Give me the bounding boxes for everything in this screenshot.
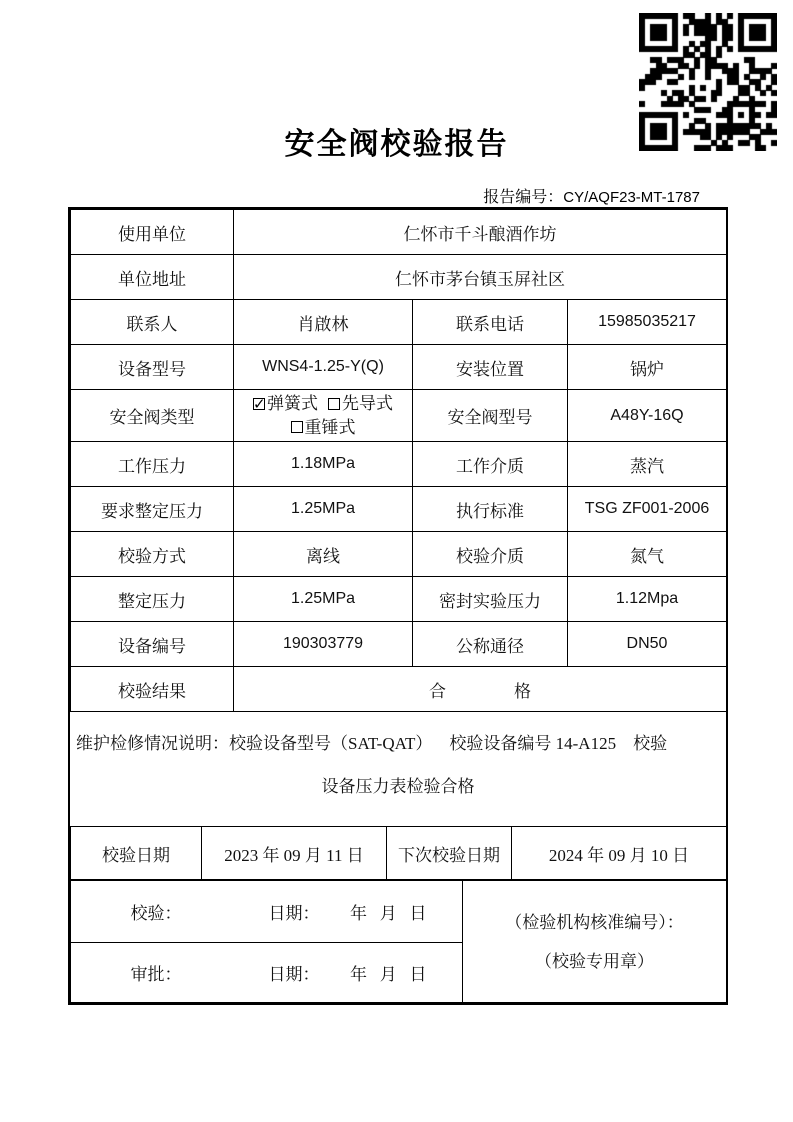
field-label: 设备编号 xyxy=(71,622,234,667)
field-value: 蒸汽 xyxy=(568,442,727,487)
field-value: WNS4-1.25-Y(Q) xyxy=(234,345,413,390)
checkbox-unchecked-icon xyxy=(291,421,303,433)
verify-date-label: 日期： xyxy=(268,904,320,923)
field-value: 仁怀市茅台镇玉屏社区 xyxy=(234,255,727,300)
checkbox-option-label: 重锤式 xyxy=(304,417,356,437)
report-form xyxy=(68,207,728,1005)
field-value: 1.12Mpa xyxy=(568,577,727,622)
signature-table xyxy=(70,880,727,1003)
checkbox-unchecked-icon xyxy=(328,398,340,410)
stamp-cell xyxy=(463,881,727,1003)
table-row xyxy=(71,390,727,442)
calibration-date-label: 校验日期 xyxy=(71,827,202,880)
verify-role-label: 校验： xyxy=(130,904,182,923)
field-label: 安装位置 xyxy=(413,345,568,390)
report-number-value: CY/AQF23-MT-1787 xyxy=(563,189,700,206)
field-value: 190303779 xyxy=(234,622,413,667)
field-label: 工作压力 xyxy=(71,442,234,487)
next-calibration-date-label: 下次校验日期 xyxy=(387,827,512,880)
signature-row-verify xyxy=(71,881,727,943)
maintenance-note xyxy=(70,712,726,826)
field-label: 工作介质 xyxy=(413,442,568,487)
table-row xyxy=(71,255,727,300)
approve-ymd-label: 年 月 日 xyxy=(350,965,427,984)
valve-type-options xyxy=(234,390,413,442)
field-label: 联系人 xyxy=(71,300,234,345)
checkbox-option xyxy=(328,392,393,415)
field-label: 使用单位 xyxy=(71,210,234,255)
table-row xyxy=(71,442,727,487)
field-value: 肖啟林 xyxy=(234,300,413,345)
stamp-seal-label: （校验专用章） xyxy=(535,951,654,971)
table-row xyxy=(71,532,727,577)
checkbox-option xyxy=(253,392,318,415)
field-value: 1.18MPa xyxy=(234,442,413,487)
field-label: 整定压力 xyxy=(71,577,234,622)
calibration-date-row xyxy=(71,827,727,880)
field-value: A48Y-16Q xyxy=(568,390,727,442)
field-label: 校验方式 xyxy=(71,532,234,577)
calibration-date-table xyxy=(70,826,727,880)
table-row xyxy=(71,300,727,345)
field-value: TSG ZF001-2006 xyxy=(568,487,727,532)
field-value: 15985035217 xyxy=(568,300,727,345)
table-row xyxy=(71,345,727,390)
next-calibration-date-value: 2024 年 09 月 10 日 xyxy=(512,827,727,880)
field-label: 要求整定压力 xyxy=(71,487,234,532)
field-label: 设备型号 xyxy=(71,345,234,390)
approve-signature-cell xyxy=(71,943,463,1003)
table-row xyxy=(71,667,727,712)
report-number-label: 报告编号： xyxy=(483,189,564,206)
field-value: DN50 xyxy=(568,622,727,667)
maintenance-note-line2: 设备压力表检验合格 xyxy=(321,777,475,796)
table-row xyxy=(71,210,727,255)
field-label: 密封实验压力 xyxy=(413,577,568,622)
approve-date-label: 日期： xyxy=(268,965,320,984)
verify-ymd-label: 年 月 日 xyxy=(350,904,427,923)
field-value: 1.25MPa xyxy=(234,577,413,622)
page-title: 安全阀校验报告 xyxy=(284,128,509,161)
maintenance-note-line1: 维护检修情况说明：校验设备型号（SAT-QAT） 校验设备编号 14-A125 校验 xyxy=(76,734,668,753)
field-label: 校验结果 xyxy=(71,667,234,712)
field-value: 合 格 xyxy=(234,667,727,712)
field-label: 单位地址 xyxy=(71,255,234,300)
field-value: 氮气 xyxy=(568,532,727,577)
field-label: 公称通径 xyxy=(413,622,568,667)
checkbox-option-label: 弹簧式 xyxy=(267,394,318,413)
table-row xyxy=(71,577,727,622)
calibration-date-value: 2023 年 09 月 11 日 xyxy=(202,827,387,880)
approve-role-label: 审批： xyxy=(130,965,182,984)
checkbox-checked-icon xyxy=(253,398,265,410)
stamp-approval-number-label: （检验机构核准编号）： xyxy=(505,912,684,932)
field-label: 执行标准 xyxy=(413,487,568,532)
table-row xyxy=(71,622,727,667)
field-label: 联系电话 xyxy=(413,300,568,345)
field-value: 离线 xyxy=(234,532,413,577)
field-value: 仁怀市千斗酿酒作坊 xyxy=(234,210,727,255)
field-label: 安全阀型号 xyxy=(413,390,568,442)
checkbox-option xyxy=(291,416,356,439)
field-value: 1.25MPa xyxy=(234,487,413,532)
field-label: 安全阀类型 xyxy=(71,390,234,442)
info-table xyxy=(70,209,727,712)
info-table-body xyxy=(71,210,727,712)
field-value: 锅炉 xyxy=(568,345,727,390)
verify-signature-cell xyxy=(71,881,463,943)
report-number xyxy=(483,184,700,207)
table-row xyxy=(71,487,727,532)
field-label: 校验介质 xyxy=(413,532,568,577)
checkbox-option-label: 先导式 xyxy=(342,394,393,413)
